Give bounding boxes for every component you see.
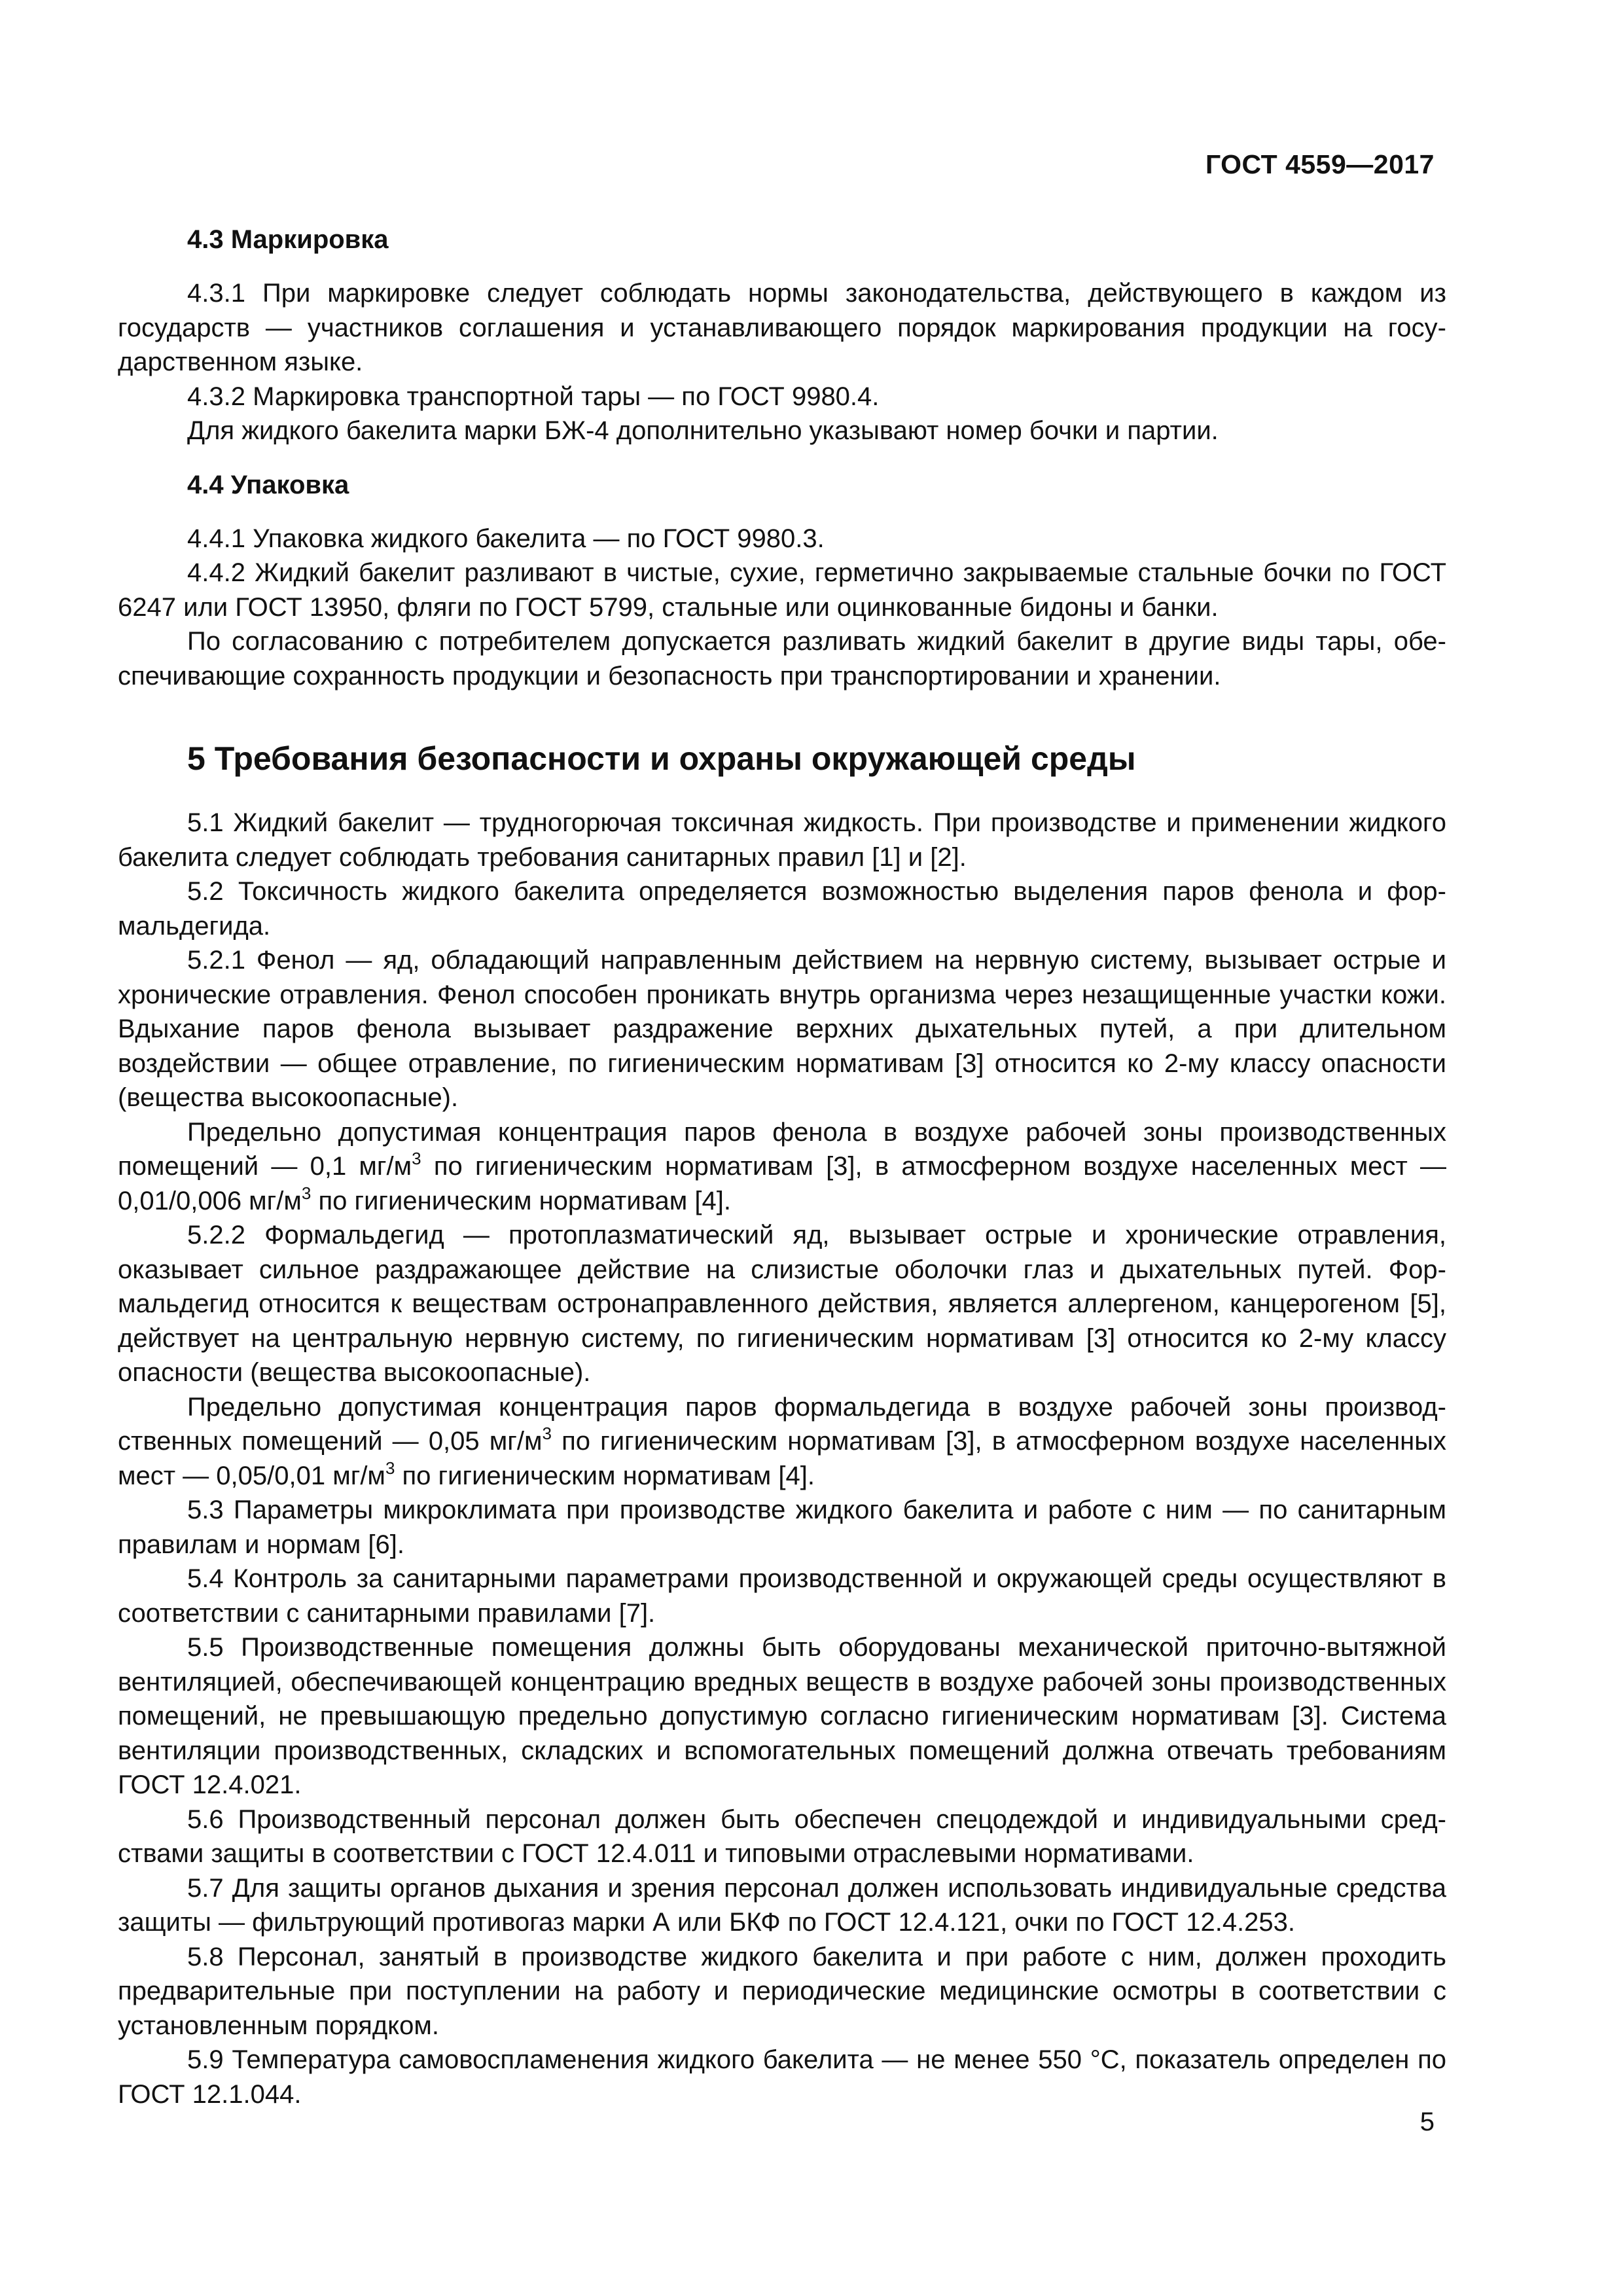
paragraph-4-3-2-note: Для жидкого бакелита марки БЖ-4 дополнительно указывают номер бочки и партии. <box>187 416 1219 445</box>
paragraph-5-9: 5.9 Температура самовоспламенения жидкого бакелита — не менее 550 °С, показатель определен по ГОСТ 12.1.044. <box>118 2045 1446 2109</box>
paragraph-4-4-2-note: По согласованию с потребителем допускается разливать жидкий бакелит в другие виды тары, обеспечивающие сохранность продукции и безопасность при транспортировании и хранении. <box>118 627 1446 691</box>
phenol-pdk-text-3: по гигиеническим нормативам [4]. <box>311 1186 731 1215</box>
paragraph-5-5: 5.5 Производственные помещения должны быть оборудованы механической приточно-вытяжной вентиляцией, обеспечивающей концентрацию вредных веществ в воздухе рабочей зоны производственных помещений, не превышающую предельно допустимую согласно гигиеническим нормативам [3]. Система вентиляции производственных, складских и вспомогательных помещений должна отвечать требованиям ГОСТ 12.4.021. <box>118 1633 1446 1799</box>
paragraph-4-3-1: 4.3.1 При маркировке следует соблюдать нормы законодательства, действующего в каждом из государств — участников соглашения и устанавливающего порядок маркирования продукции на государственном языке. <box>118 279 1446 376</box>
heading-4-3: 4.3 Маркировка <box>187 225 389 254</box>
phenol-pdk-sup-2: 3 <box>301 1183 312 1203</box>
paragraph-4-3-2: 4.3.2 Маркировка транспортной тары — по ГОСТ 9980.4. <box>187 382 880 411</box>
paragraph-5-4: 5.4 Контроль за санитарными параметрами производственной и окружающей среды осуществляют в соответствии с санитарными правилами [7]. <box>118 1564 1446 1628</box>
paragraph-5-6: 5.6 Производственный персонал должен быть обеспечен спецодеждой и индивидуальными средствами защиты в соответствии с ГОСТ 12.4.011 и типовыми отраслевыми нормативами. <box>118 1804 1446 1868</box>
paragraph-formaldehyde-pdk <box>118 1390 1446 1494</box>
formaldehyde-pdk-text-3: по гигиеническим нормативам [4]. <box>395 1461 815 1490</box>
formaldehyde-pdk-sup-1: 3 <box>542 1424 552 1443</box>
paragraph-5-7: 5.7 Для защиты органов дыхания и зрения персонал должен использовать индивидуальные средства защиты — фильтрующий противогаз марки А или БКФ по ГОСТ 12.4.121, очки по ГОСТ 12.4.253. <box>118 1873 1446 1937</box>
paragraph-5-2-2: 5.2.2 Формальдегид — протоплазматический яд, вызывает острые и хронические отравления, оказывает сильное раздражающее действие на слизистые оболочки глаз и дыхательных путей. Формальдегид относится к веществам остронаправленного действия, является аллергеном, канцерогеном [5], действует на центральную нервную систему, по гигиеническим нормативам [3] относится ко 2-му классу опасности (вещества высокоопасные). <box>118 1221 1446 1387</box>
formaldehyde-pdk-sup-2: 3 <box>385 1458 395 1478</box>
paragraph-5-8: 5.8 Персонал, занятый в производстве жидкого бакелита и при работе с ним, должен проходить предварительные при поступлении на работу и периодические медицинские осмотры в соответствии с установленным порядком. <box>118 1942 1446 2040</box>
phenol-pdk-text-2: по гигиеническим нормативам [3], в атмосферном воздухе населенных мест — 0,01/0,006 мг/м <box>118 1152 1446 1215</box>
paragraph-phenol-pdk <box>118 1115 1446 1219</box>
heading-4-4: 4.4 Упаковка <box>187 470 349 499</box>
formaldehyde-pdk-text-2: по гигиеническим нормативам [3], в атмосферном воздухе населенных мест — 0,05/0,01 мг/м <box>118 1427 1446 1490</box>
paragraph-4-4-2: 4.4.2 Жидкий бакелит разливают в чистые, сухие, герметично закрываемые стальные бочки по ГОСТ 6247 или ГОСТ 13950, фляги по ГОСТ 5799, стальные или оцинкованные бидоны и банки. <box>118 558 1446 622</box>
paragraph-4-4-1: 4.4.1 Упаковка жидкого бакелита — по ГОСТ 9980.3. <box>187 524 825 553</box>
phenol-pdk-text-1: Предельно допустимая концентрация паров фенола в воздухе рабочей зоны производственных помещений — 0,1 мг/м <box>118 1117 1446 1181</box>
paragraph-5-2-1: 5.2.1 Фенол — яд, обладающий направленным действием на нервную систему, вызывает острые и хронические отравления. Фенол способен проникать внутрь организма через незащищенные участки кожи. Вдыхание паров фенола вызывает раздражение верхних дыхательных путей, а при длительном воздействии — общее отравление, по гигиеническим нормативам [3] относится ко 2-му классу опасности (вещества высокоопасные). <box>118 946 1446 1112</box>
phenol-pdk-sup-1: 3 <box>412 1149 421 1168</box>
section-5-title: 5 Требования безопасности и охраны окружающей среды <box>187 740 1136 777</box>
document-code-header: ГОСТ 4559—2017 <box>1205 149 1435 179</box>
formaldehyde-pdk-text-1: Предельно допустимая концентрация паров формальдегида в воздухе рабочей зоны производственных помещений — 0,05 мг/м <box>118 1392 1446 1456</box>
paragraph-5-2: 5.2 Токсичность жидкого бакелита определяется возможностью выделения паров фенола и формальдегида. <box>118 877 1446 941</box>
page-number: 5 <box>1419 2108 1435 2136</box>
document-body <box>118 223 1446 2111</box>
paragraph-5-1: 5.1 Жидкий бакелит — трудногорючая токсичная жидкость. При производстве и применении жидкого бакелита следует соблюдать требования санитарных правил [1] и [2]. <box>118 808 1446 872</box>
paragraph-5-3: 5.3 Параметры микроклимата при производстве жидкого бакелита и работе с ним — по санитарным правилам и нормам [6]. <box>118 1496 1446 1559</box>
